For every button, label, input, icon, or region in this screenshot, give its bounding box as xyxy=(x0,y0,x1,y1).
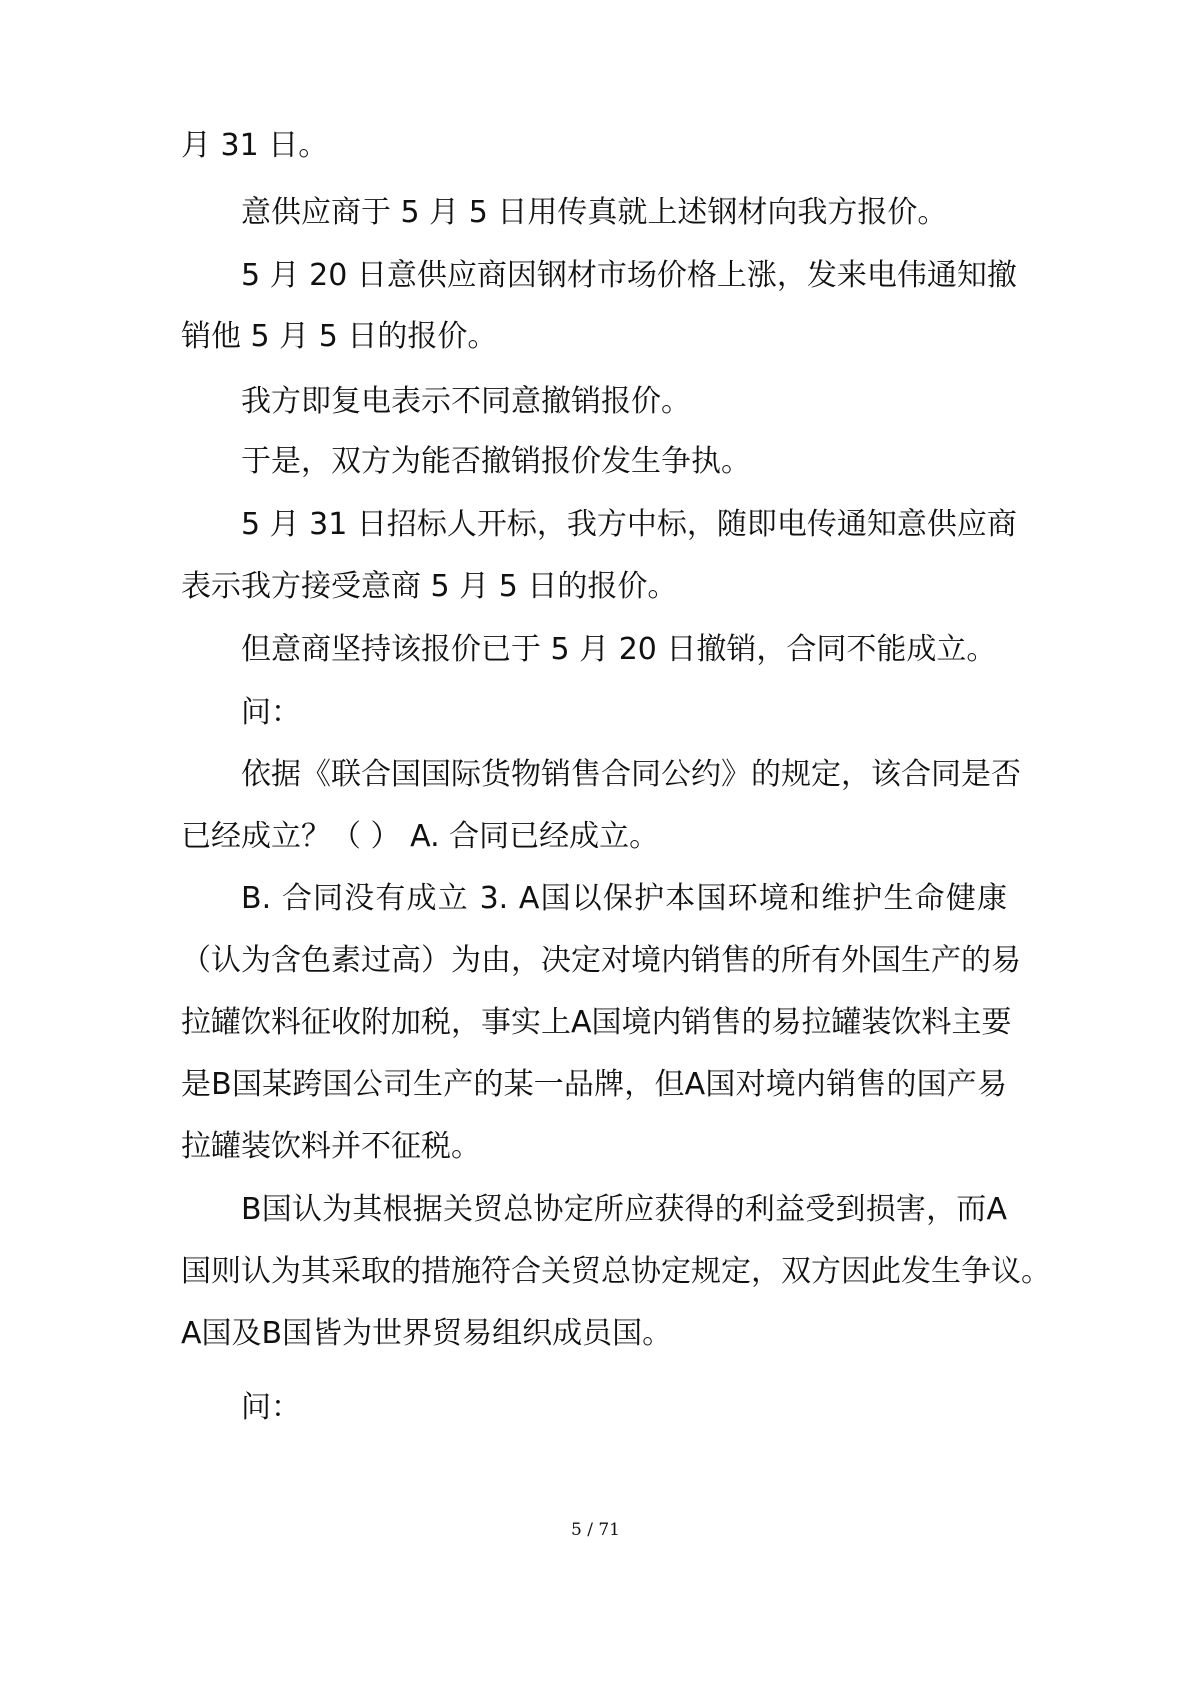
text-line: 表示我方接受意商 5 月 5 日的报价。 xyxy=(181,569,678,604)
text-line: 5 月 20 日意供应商因钢材市场价格上涨，发来电伟通知撤 xyxy=(241,258,1017,293)
text-line: B国认为其根据关贸总协定所应获得的利益受到损害，而A xyxy=(241,1192,1007,1227)
text-line: 意供应商于 5 月 5 日用传真就上述钢材向我方报价。 xyxy=(241,195,948,230)
text-line: 拉罐饮料征收附加税，事实上A国境内销售的易拉罐装饮料主要 xyxy=(181,1005,1012,1040)
text-line: 但意商坚持该报价已于 5 月 20 日撤销，合同不能成立。 xyxy=(241,632,997,667)
text-line: 问： xyxy=(241,695,301,730)
text-line: 国则认为其采取的措施符合关贸总协定规定，双方因此发生争议。 xyxy=(181,1254,1051,1289)
page-number: 5 / 71 xyxy=(571,1520,620,1540)
text-line: （认为含色素过高）为由，决定对境内销售的所有外国生产的易 xyxy=(181,943,1021,978)
text-line: 于是，双方为能否撤销报价发生争执。 xyxy=(241,444,751,479)
text-line: 销他 5 月 5 日的报价。 xyxy=(181,319,498,354)
text-line: 月 31 日。 xyxy=(181,128,329,163)
text-line: B. 合同没有成立 3. A国以保护本国环境和维护生命健康 xyxy=(241,881,1007,916)
text-line: 拉罐装饮料并不征税。 xyxy=(181,1129,481,1164)
text-line: 依据《联合国国际货物销售合同公约》的规定，该合同是否 xyxy=(241,757,1021,792)
text-line: 5 月 31 日招标人开标，我方中标，随即电传通知意供应商 xyxy=(241,507,1017,542)
text-line: 已经成立？（ ） A. 合同已经成立。 xyxy=(181,819,660,854)
text-line: 我方即复电表示不同意撤销报价。 xyxy=(241,384,691,419)
text-line: 是B国某跨国公司生产的某一品牌，但A国对境内销售的国产易 xyxy=(181,1067,1007,1102)
text-line: A国及B国皆为世界贸易组织成员国。 xyxy=(181,1316,673,1351)
text-line: 问： xyxy=(241,1390,301,1425)
